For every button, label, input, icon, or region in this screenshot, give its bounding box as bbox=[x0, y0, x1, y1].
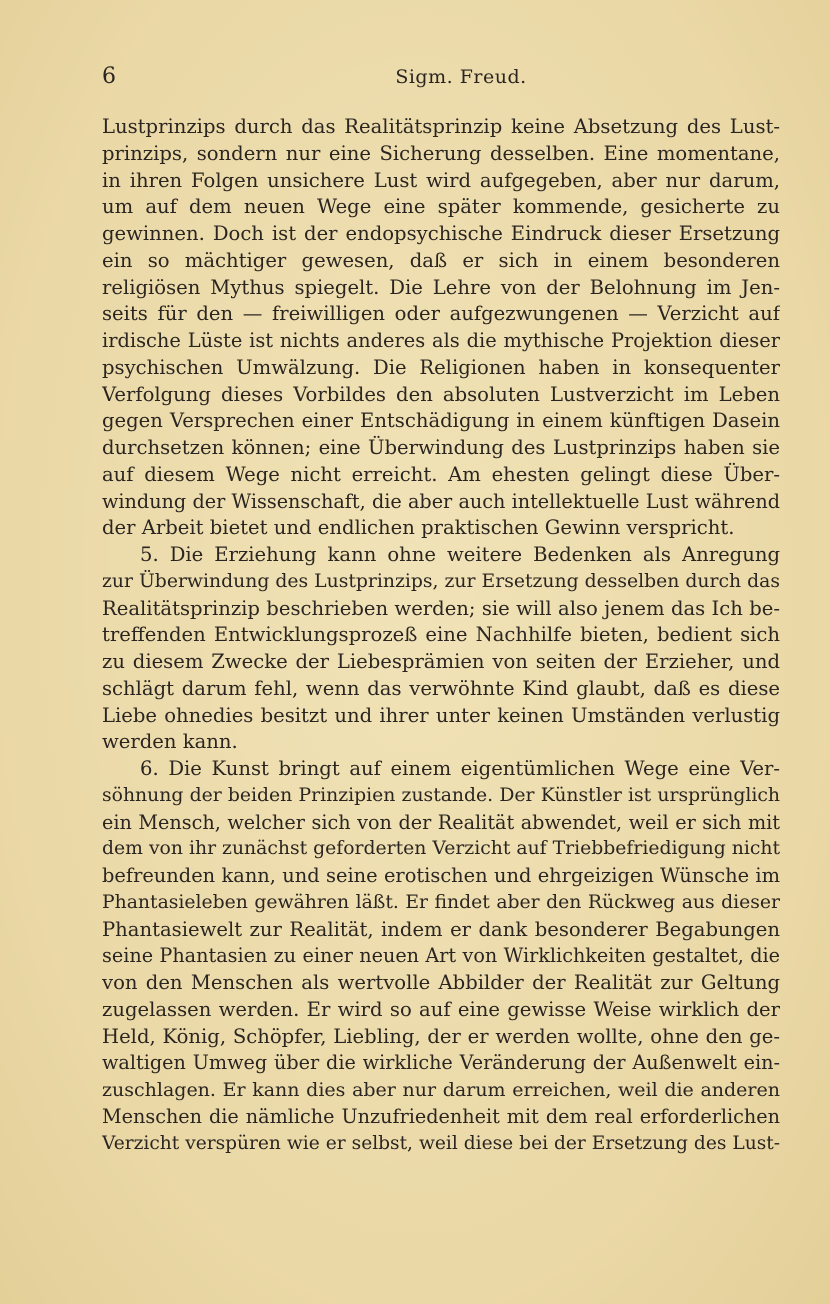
page-number: 6 bbox=[102, 64, 116, 89]
body-text bbox=[102, 114, 780, 1157]
text-line: Liebe ohnedies besitzt und ihrer unter keinen Umständen verlustig bbox=[102, 703, 780, 727]
text-line: söhnung der beiden Prinzipien zustande. Der Künstler ist ursprünglich bbox=[102, 784, 780, 806]
text-line: irdische Lüste ist nichts anderes als die mythische Projektion dieser bbox=[102, 329, 780, 352]
text-line: psychischen Umwälzung. Die Religionen haben in konsequenter bbox=[102, 355, 780, 379]
text-line: Verzicht verspüren wie er selbst, weil diese bei der Ersetzung des Lust- bbox=[102, 1132, 780, 1154]
text-line: prinzips, sondern nur eine Sicherung desselben. Eine momentane, bbox=[102, 141, 780, 165]
text-line: Lustprinzips durch das Realitätsprinzip keine Absetzung des Lust- bbox=[102, 115, 780, 138]
text-line: ein Mensch, welcher sich von der Realität abwendet, weil er sich mit bbox=[102, 810, 780, 834]
text-line: windung der Wissenschaft, die aber auch intellektuelle Lust während bbox=[102, 489, 780, 513]
text-line: 5. Die Erziehung kann ohne weitere Bedenken als Anregung bbox=[140, 543, 780, 566]
text-line: Menschen die nämliche Unzufriedenheit mit dem real erforderlichen bbox=[102, 1104, 780, 1128]
text-line: werden kann. bbox=[102, 730, 238, 754]
text-line: zu diesem Zwecke der Liebesprämien von seiten der Erzieher, und bbox=[102, 650, 780, 673]
text-line: zuschlagen. Er kann dies aber nur darum erreichen, weil die anderen bbox=[102, 1079, 780, 1101]
running-head: Sigm. Freud. bbox=[395, 66, 527, 88]
text-line: gewinnen. Doch ist der endopsychische Eindruck dieser Ersetzung bbox=[102, 222, 780, 245]
text-line: seine Phantasien zu einer neuen Art von Wirklichkeiten gestaltet, die bbox=[102, 944, 780, 968]
text-line: zur Überwindung des Lustprinzips, zur Ersetzung desselben durch das bbox=[102, 570, 780, 592]
text-line: dem von ihr zunächst geforderten Verzicht auf Triebbefriedigung nicht bbox=[102, 838, 780, 860]
text-line: durchsetzen können; eine Überwindung des Lustprinzips haben sie bbox=[102, 436, 780, 459]
text-line: um auf dem neuen Wege eine später kommende, gesicherte zu bbox=[102, 195, 780, 219]
text-line: 6. Die Kunst bringt auf einem eigentümlichen Wege eine Ver- bbox=[140, 757, 780, 780]
text-line: schlägt darum fehl, wenn das verwöhnte Kind glaubt, daß es diese bbox=[102, 676, 780, 700]
text-line: zugelassen werden. Er wird so auf eine gewisse Weise wirklich der bbox=[102, 997, 780, 1021]
text-line: Phantasiewelt zur Realität, indem er dank besonderer Begabungen bbox=[102, 917, 780, 941]
text-line: seits für den — freiwilligen oder aufgezwungenen — Verzicht auf bbox=[102, 302, 780, 326]
text-line: in ihren Folgen unsichere Lust wird aufgegeben, aber nur darum, bbox=[102, 168, 780, 192]
text-line: waltigen Umweg über die wirkliche Veränderung der Außenwelt ein- bbox=[102, 1051, 780, 1075]
text-line: Verfolgung dieses Vorbildes den absoluten Lustverzicht im Leben bbox=[102, 382, 780, 406]
text-line: auf diesem Wege nicht erreicht. Am ehesten gelingt diese Über- bbox=[102, 462, 780, 486]
page-header bbox=[102, 62, 780, 98]
text-line: religiösen Mythus spiegelt. Die Lehre von der Belohnung im Jen- bbox=[102, 275, 780, 299]
text-line: gegen Versprechen einer Entschädigung in einem künftigen Dasein bbox=[102, 409, 780, 433]
text-line: Held, König, Schöpfer, Liebling, der er werden wollte, ohne den ge- bbox=[102, 1024, 780, 1048]
text-line: treffenden Entwicklungsprozeß eine Nachhilfe bieten, bedient sich bbox=[102, 623, 780, 647]
text-line: Realitätsprinzip beschrieben werden; sie will also jenem das Ich be- bbox=[102, 596, 780, 620]
text-line: Phantasieleben gewähren läßt. Er findet aber den Rückweg aus dieser bbox=[102, 891, 780, 913]
text-line: befreunden kann, und seine erotischen und ehrgeizigen Wünsche im bbox=[102, 864, 780, 887]
text-line: von den Menschen als wertvolle Abbilder der Realität zur Geltung bbox=[102, 971, 780, 994]
text-line: der Arbeit bietet und endlichen praktischen Gewinn verspricht. bbox=[102, 516, 735, 540]
text-line: ein so mächtiger gewesen, daß er sich in einem besonderen bbox=[102, 248, 780, 272]
